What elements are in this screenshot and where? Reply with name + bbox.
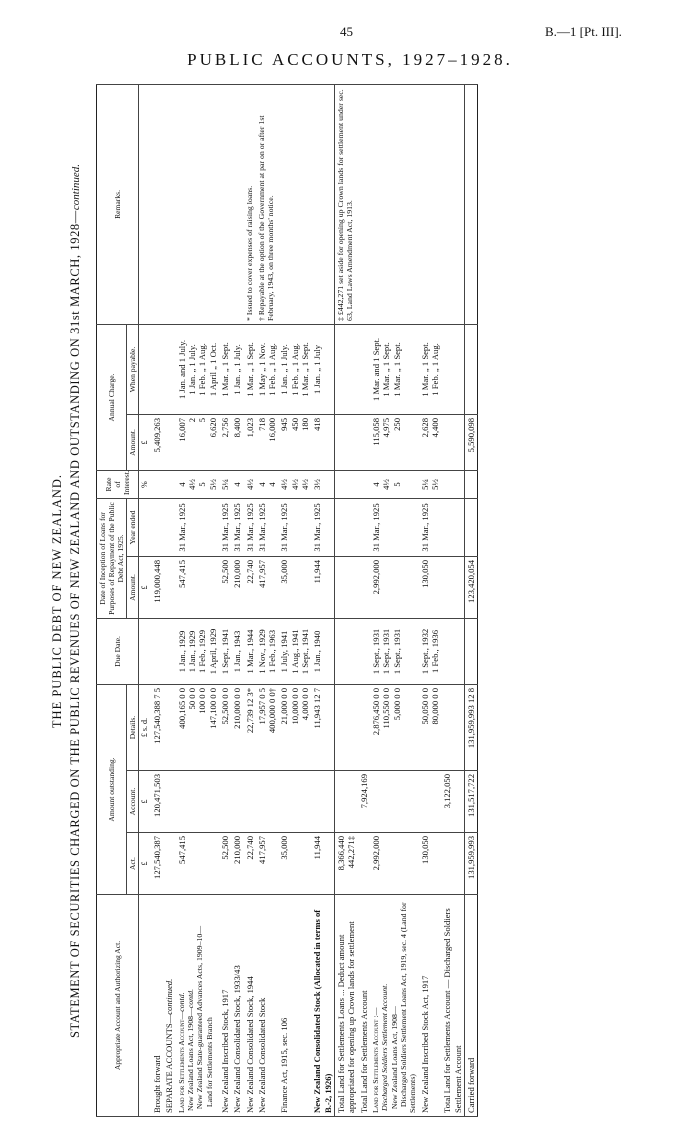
act-value: 2,992,000 bbox=[370, 833, 419, 895]
charge-amount: 1,023 bbox=[244, 414, 256, 470]
row-label: New Zealand Consolidated Stock (Allocated in terms of B.-2, 1926) bbox=[311, 895, 334, 1117]
act-value: 35,000 bbox=[278, 833, 311, 895]
table-row bbox=[464, 84, 477, 1116]
year-ended: 31 Mar., 1925 bbox=[256, 498, 279, 556]
inception-amount: 417,957 bbox=[256, 556, 279, 618]
row-label: New Zealand Consolidated Stock, 1933/43 bbox=[231, 895, 243, 1117]
statement-heading: THE PUBLIC DEBT OF NEW ZEALAND. bbox=[50, 473, 64, 729]
unit-rate: % bbox=[139, 470, 151, 498]
account-value: 120,471,503 bbox=[151, 771, 163, 833]
year-ended: 31 Mar., 1925 bbox=[176, 498, 219, 556]
account-value: 7,924,169 bbox=[358, 771, 370, 833]
due-date: 1 Nov., 1929 1 Feb., 1963 bbox=[256, 618, 279, 684]
details-value: 11,943 12 7 bbox=[311, 684, 334, 770]
col-amount-outstanding: Amount outstanding. bbox=[97, 684, 127, 894]
rate: 4 4½ 5 5½ bbox=[176, 470, 219, 498]
details-value: 127,540,388 7 5 bbox=[151, 684, 163, 770]
table-row bbox=[219, 84, 231, 1116]
details-value: 210,000 0 0 bbox=[231, 684, 243, 770]
row-label: Total Land for Settlements Account — Discharged Soldiers Settlement Account bbox=[441, 895, 464, 1117]
table-row bbox=[419, 84, 442, 1116]
inception-amount: 123,420,054 bbox=[464, 556, 477, 618]
when-payable: 1 Mar. „ 1 Sept. bbox=[219, 324, 231, 414]
col-annual-charge: Annual Charge. bbox=[97, 324, 127, 470]
act-value: 131,959,993 bbox=[464, 833, 477, 895]
when-payable: 1 Mar. „ 1 Sept. bbox=[244, 324, 256, 414]
inception-amount: 11,944 bbox=[311, 556, 334, 618]
col-year-ended: Year ended bbox=[127, 498, 139, 556]
table-row bbox=[244, 84, 256, 1116]
col-remarks: Remarks. bbox=[97, 84, 139, 324]
unit-act: £ bbox=[139, 833, 151, 895]
table-row bbox=[256, 84, 279, 1116]
account-value: 131,517,722 bbox=[464, 771, 477, 833]
when-payable: 1 Jan. „ 1 July bbox=[311, 324, 334, 414]
row-label: Total Land for Settlements Account bbox=[358, 895, 370, 1117]
act-value: 417,957 bbox=[256, 833, 279, 895]
when-payable: 1 Jan. and 1 July. 1 Jan. „ 1 July. 1 Feb. „ 1 Aug. 1 April „ 1 Oct. bbox=[176, 324, 219, 414]
rate: 3½ bbox=[311, 470, 334, 498]
when-payable: 1 May „ 1 Nov. 1 Feb. „ 1 Aug. bbox=[256, 324, 279, 414]
col-rate: Rate of Interest. bbox=[97, 470, 139, 498]
charge-amount: 2,756 bbox=[219, 414, 231, 470]
act-value: 127,540,387 bbox=[151, 833, 163, 895]
charge-amount: 8,400 bbox=[231, 414, 243, 470]
table-row bbox=[370, 84, 419, 1116]
inception-amount: 119,000,448 bbox=[151, 556, 163, 618]
details-value: 22,739 12 3* bbox=[244, 684, 256, 770]
charge-amount: 16,007 2 5 6,620 bbox=[176, 414, 219, 470]
year-ended: 31 Mar., 1925 bbox=[244, 498, 256, 556]
charge-amount: 718 16,000 bbox=[256, 414, 279, 470]
year-ended: 31 Mar., 1925 bbox=[419, 498, 442, 556]
page-number: 45 bbox=[340, 24, 353, 39]
when-payable: 1 Jan. „ 1 July. bbox=[231, 324, 243, 414]
table-row bbox=[335, 84, 358, 1116]
charge-amount: 2,628 4,400 bbox=[419, 414, 442, 470]
remark: ‡ £442,271 set aside for opening up Crown lands for settlement under sec. 63, Land Laws Amendment Act, 1913. bbox=[335, 84, 358, 324]
document-reference: B.—1 [Pt. III]. bbox=[545, 24, 622, 39]
col-inception: Date of Inception of Loans for Purposes of Repayment of the Public Debt Act, 1925. bbox=[97, 498, 127, 618]
row-label: Carried forward bbox=[464, 895, 477, 1117]
row-label: Brought forward bbox=[151, 895, 163, 1117]
table-row bbox=[151, 84, 163, 1116]
col-due-date: Due Date. bbox=[97, 618, 139, 684]
act-value: 210,000 bbox=[231, 833, 243, 895]
rate: 4½ bbox=[244, 470, 256, 498]
row-label: Total Land for Settlements Loans ... Deduct amount appropriated for opening up Crown lands for settlement bbox=[335, 895, 358, 1117]
due-date: 1 Jan., 1929 1 Jan., 1929 1 Feb., 1929 1 April, 1929 bbox=[176, 618, 219, 684]
rate: 5¼ bbox=[219, 470, 231, 498]
table-row bbox=[441, 84, 464, 1116]
rate: 5¼ 5½ bbox=[419, 470, 442, 498]
inception-amount: 22,740 bbox=[244, 556, 256, 618]
inception-amount: 210,000 bbox=[231, 556, 243, 618]
table-row bbox=[176, 84, 219, 1116]
details-value: 2,876,450 0 0 110,550 0 0 5,000 0 0 bbox=[370, 684, 419, 770]
col-charge-amount: Amount. bbox=[127, 414, 139, 470]
table-row bbox=[163, 84, 175, 1116]
col-details: Details. bbox=[127, 684, 139, 770]
when-payable: 1 Mar. „ 1 Sept. 1 Feb. „ 1 Aug. bbox=[419, 324, 442, 414]
statement-subheading: STATEMENT OF SECURITIES CHARGED ON THE PUBLIC REVENUES OF NEW ZEALAND AND OUTSTANDING ON 31st MARCH, 1928—continued. bbox=[68, 163, 82, 1039]
year-ended: 31 Mar., 1925 bbox=[219, 498, 231, 556]
row-label: New Zealand Inscribed Stock Act, 1917 bbox=[419, 895, 442, 1117]
act-value: 8,366,440 442,271‡ bbox=[335, 833, 358, 895]
year-ended: 31 Mar., 1925 bbox=[231, 498, 243, 556]
year-ended: 31 Mar., 1925 bbox=[278, 498, 311, 556]
details-value: 21,000 0 0 10,000 0 0 4,000 0 0 bbox=[278, 684, 311, 770]
inception-amount: 35,000 bbox=[278, 556, 311, 618]
remark: * Issued to cover expenses of raising loans. bbox=[244, 84, 256, 324]
act-value: 52,500 bbox=[219, 833, 231, 895]
inception-amount: 2,992,000 bbox=[370, 556, 419, 618]
row-label: New Zealand Inscribed Stock, 1917 bbox=[219, 895, 231, 1117]
row-label: Finance Act, 1915, sec. 106 bbox=[278, 895, 311, 1117]
due-date: 1 Sept., 1941 bbox=[219, 618, 231, 684]
row-label: New Zealand Consolidated Stock bbox=[256, 895, 279, 1117]
act-value: 130,050 bbox=[419, 833, 442, 895]
charge-amount: 5,590,098 bbox=[464, 414, 477, 470]
act-value: 22,740 bbox=[244, 833, 256, 895]
rate: 4½ 4½ 4½ bbox=[278, 470, 311, 498]
charge-amount: 5,409,263 bbox=[151, 414, 163, 470]
due-date: 1 July, 1941 1 Aug., 1941 1 Sept., 1941 bbox=[278, 618, 311, 684]
due-date: 1 Sept., 1931 1 Sept., 1931 1 Sept., 1931 bbox=[370, 618, 419, 684]
details-value: 50,050 0 0 80,000 0 0 bbox=[419, 684, 442, 770]
details-value: 131,959,993 12 8 bbox=[464, 684, 477, 770]
details-value: 17,957 0 5 400,000 0 0† bbox=[256, 684, 279, 770]
rotated-statement bbox=[50, 85, 670, 1117]
due-date: 1 Jan., 1940 bbox=[311, 618, 334, 684]
row-label: New Zealand Consolidated Stock, 1944 bbox=[244, 895, 256, 1117]
col-account: Account. bbox=[127, 771, 139, 833]
col-when-payable: When payable. bbox=[127, 324, 139, 414]
account-value: 3,122,050 bbox=[441, 771, 464, 833]
due-date: 1 Jan., 1943 bbox=[231, 618, 243, 684]
units-row bbox=[139, 84, 151, 1116]
rate: 4 4½ 5 bbox=[370, 470, 419, 498]
rate: 4 4 bbox=[256, 470, 279, 498]
inception-amount: 130,050 bbox=[419, 556, 442, 618]
table-row bbox=[231, 84, 243, 1116]
page-title: PUBLIC ACCOUNTS, 1927–1928. bbox=[187, 50, 513, 69]
due-date: 1 Sept., 1932 1 Feb., 1936 bbox=[419, 618, 442, 684]
table-row bbox=[358, 84, 370, 1116]
due-date: 1 Mar., 1944 bbox=[244, 618, 256, 684]
unit-details: £ s. d. bbox=[139, 684, 151, 770]
unit-charge: £ bbox=[139, 414, 151, 470]
inception-amount: 52,500 bbox=[219, 556, 231, 618]
col-account-act: Appropriate Account and Authorizing Act. bbox=[97, 895, 139, 1117]
col-act: Act. bbox=[127, 833, 139, 895]
unit-inception: £ bbox=[139, 556, 151, 618]
table-row bbox=[311, 84, 334, 1116]
charge-amount: 945 450 180 bbox=[278, 414, 311, 470]
act-value: 547,415 bbox=[176, 833, 219, 895]
act-value: 11,944 bbox=[311, 833, 334, 895]
charge-amount: 418 bbox=[311, 414, 334, 470]
when-payable: 1 Jan. „ 1 July. 1 Feb. „ 1 Aug. 1 Mar. „ 1 Sept. bbox=[278, 324, 311, 414]
remark: † Repayable at the option of the Government at par on or after 1st February, 1943, on three months' notice. bbox=[256, 84, 279, 324]
year-ended: 31 Mar., 1925 bbox=[311, 498, 334, 556]
section-heading: SEPARATE ACCOUNTS—continued. bbox=[163, 895, 175, 1117]
details-value: 400,165 0 0 50 0 0 100 0 0 147,100 0 0 bbox=[176, 684, 219, 770]
row-label: Land for Settlements Account :— Discharged Soldiers Settlement Account. New Zealand Loans Act, 1908— Discharged Soldiers Settlement Loans Act, 1919, sec. 4 (Land for Settlements) bbox=[370, 895, 419, 1117]
row-label: Land for Settlements Account—contd. New Zealand Loans Act, 1908—contd. New Zealand State-guaranteed Advances Acts, 1909–10— Land for Settlements Branch bbox=[176, 895, 219, 1117]
securities-table bbox=[96, 84, 478, 1117]
details-value: 52,500 0 0 bbox=[219, 684, 231, 770]
charge-amount: 115,058 4,975 250 bbox=[370, 414, 419, 470]
inception-amount: 547,415 bbox=[176, 556, 219, 618]
year-ended: 31 Mar., 1925 bbox=[370, 498, 419, 556]
unit-account: £ bbox=[139, 771, 151, 833]
col-inception-amount: Amount. bbox=[127, 556, 139, 618]
table-row bbox=[278, 84, 311, 1116]
when-payable: 1 Mar. and 1 Sept. 1 Mar. „ 1 Sept. 1 Mar. „ 1 Sept. bbox=[370, 324, 419, 414]
rate: 4 bbox=[231, 470, 243, 498]
